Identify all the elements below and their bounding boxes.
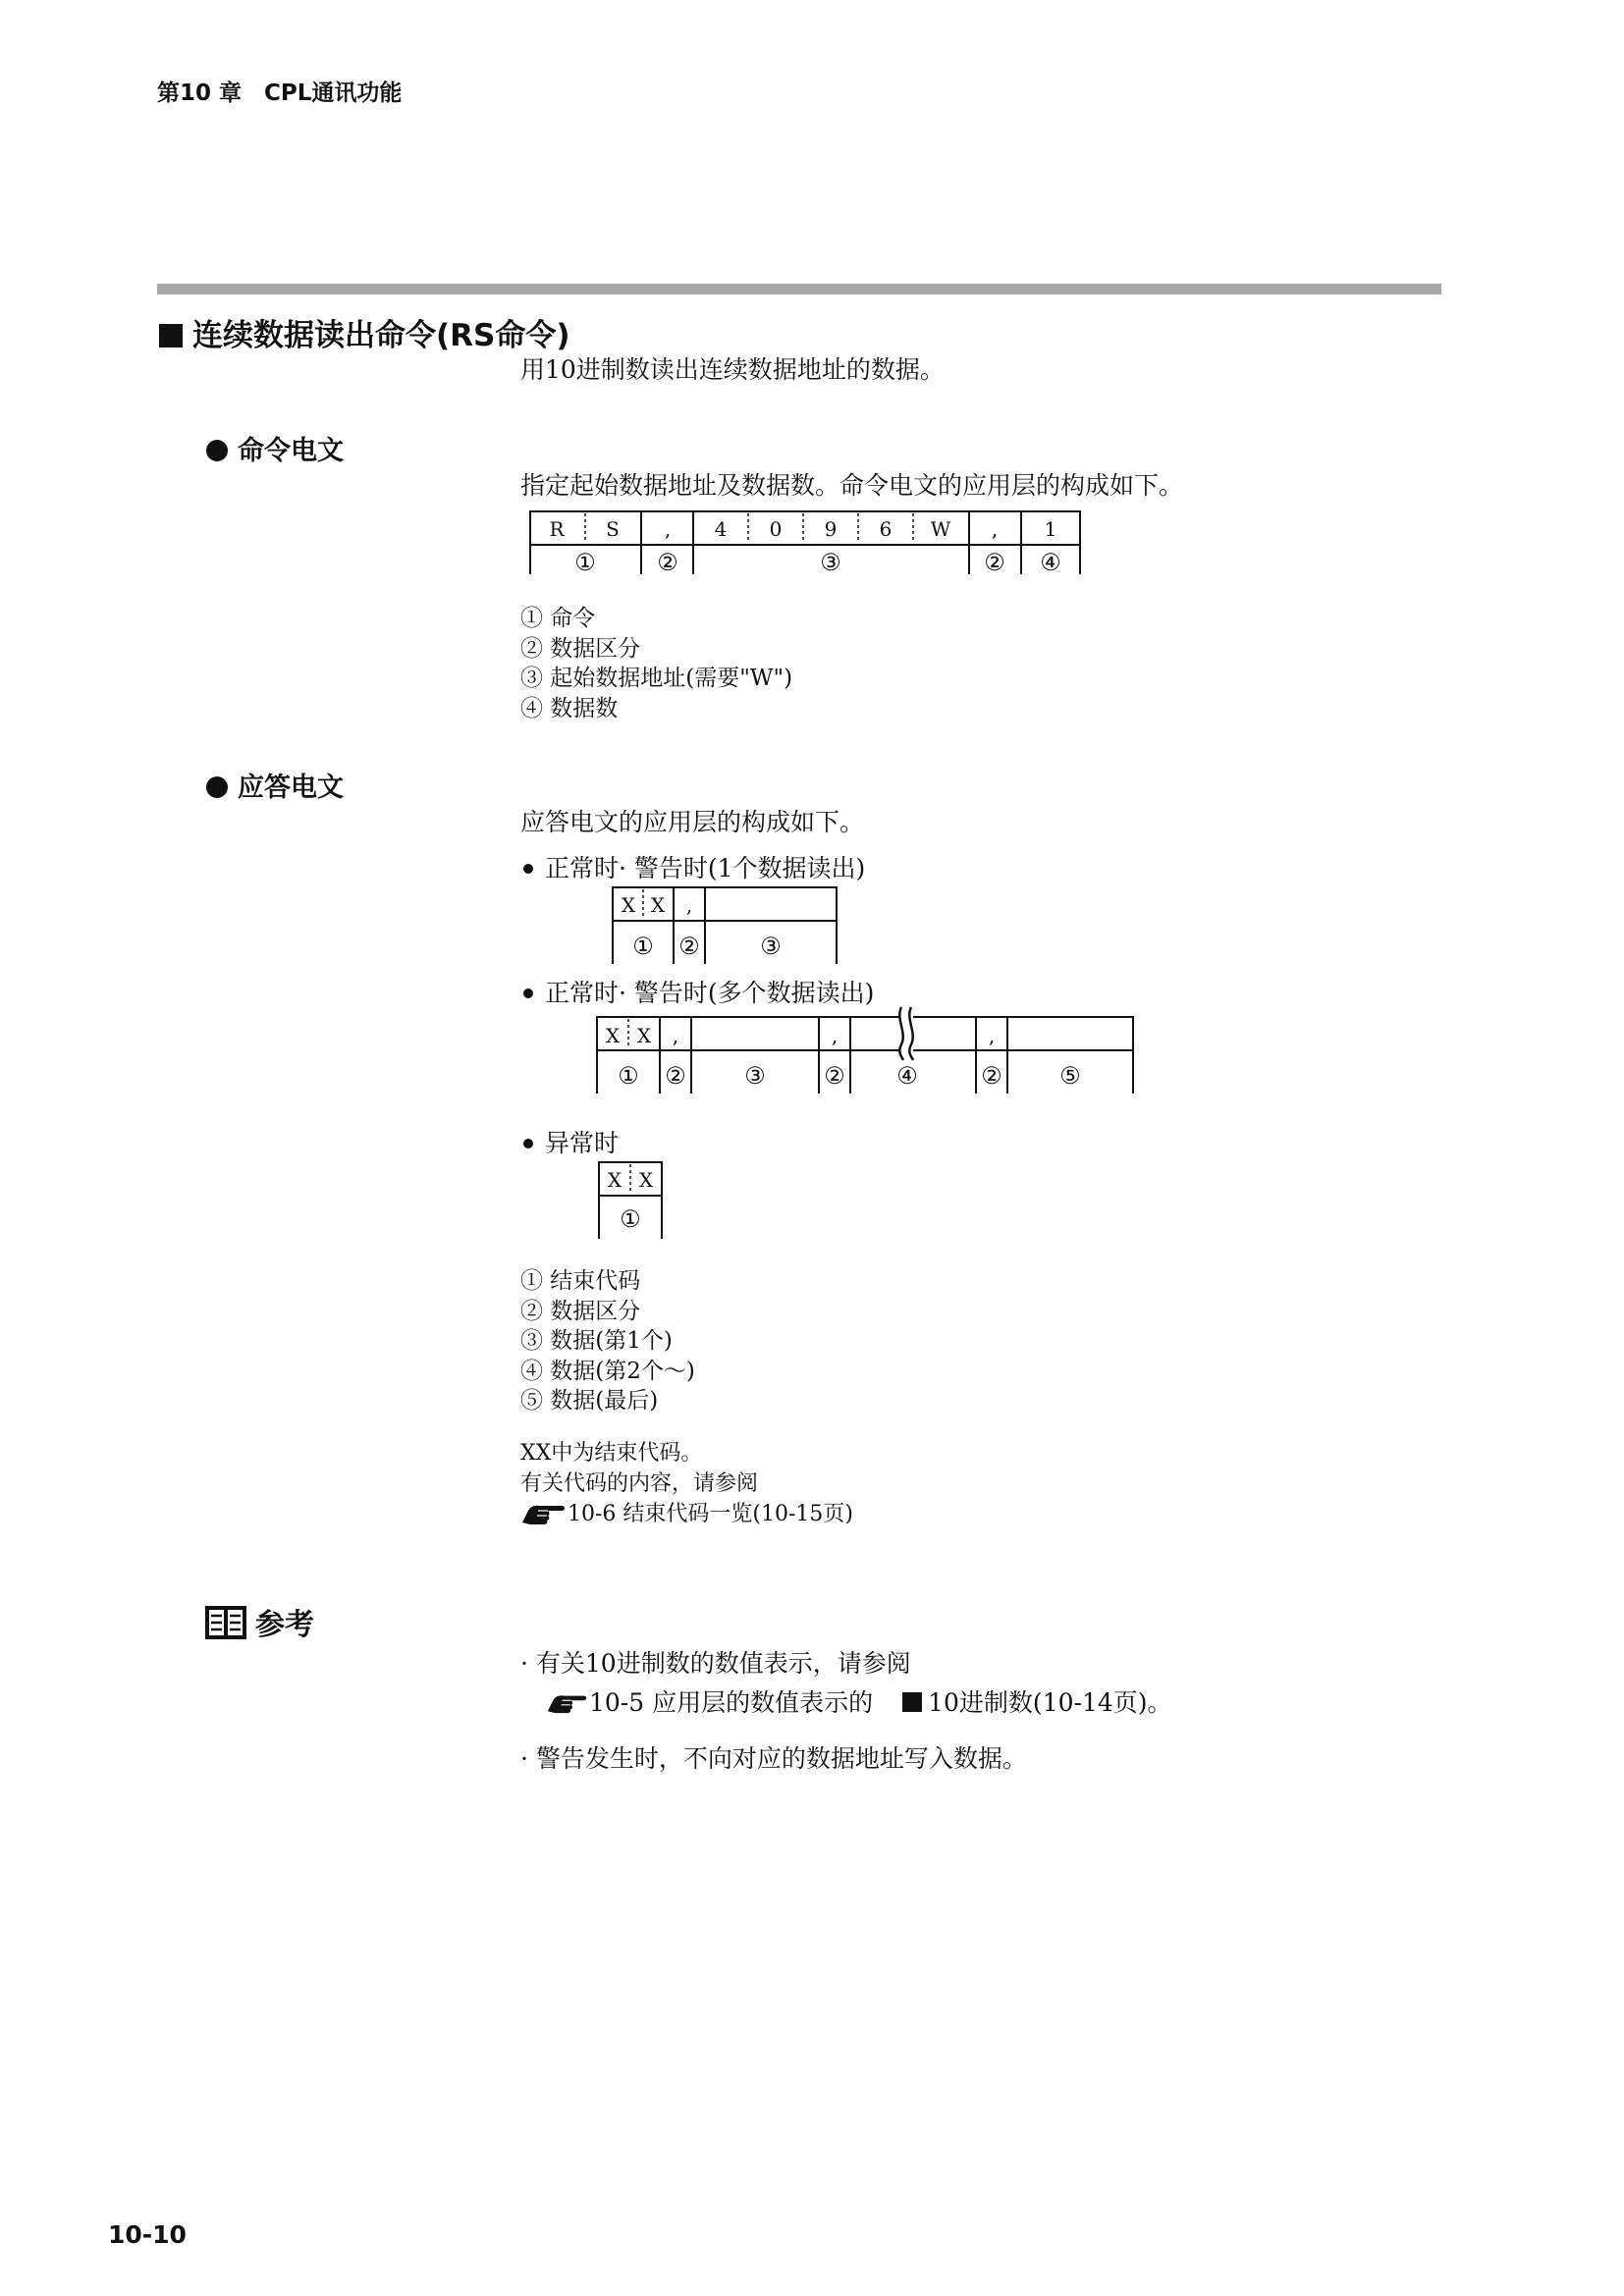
frame-char: ,	[831, 1024, 839, 1047]
command-heading: 命令电文	[206, 429, 344, 467]
frame-label: ③	[744, 1062, 766, 1090]
break-mark	[899, 1009, 913, 1058]
frame-label: ④	[896, 1062, 918, 1090]
chapter-header: 第10 章 CPL通讯功能	[157, 80, 403, 106]
legend-item: ② 数据区分	[520, 1298, 641, 1324]
frame-char: 6	[879, 517, 893, 541]
frame-char: X	[607, 1168, 623, 1192]
response-single-diagram	[607, 883, 842, 968]
frame-label: ②	[657, 549, 678, 576]
reference-heading: 参考	[204, 1600, 314, 1643]
frame-char: ,	[988, 1024, 996, 1047]
frame-char: 1	[1044, 517, 1057, 541]
legend-item: ① 命令	[520, 606, 596, 631]
legend-item: ① 结束代码	[520, 1268, 641, 1294]
frame-char: W	[930, 517, 951, 541]
legend-item: ③ 数据(第1个)	[520, 1328, 673, 1354]
response-error-diagram	[593, 1158, 672, 1243]
frame-label: ④	[1040, 549, 1061, 576]
frame-char: R	[549, 517, 565, 541]
frame-char: 0	[769, 517, 783, 541]
frame-char: X	[621, 893, 636, 917]
frame-char: ,	[991, 517, 999, 541]
frame-label: ②	[678, 933, 700, 960]
frame-char: ,	[685, 893, 693, 917]
frame-char: ,	[672, 1024, 679, 1047]
legend-item: ③ 起始数据地址(需要"W")	[520, 666, 793, 691]
frame-char: X	[636, 1024, 652, 1047]
pointing-hand-icon	[520, 1501, 568, 1526]
frame-char: ,	[664, 517, 672, 541]
command-desc: 指定起始数据地址及数据数。命令电文的应用层的构成如下。	[520, 471, 1184, 500]
section-intro: 用10进制数读出连续数据地址的数据。	[520, 355, 945, 384]
section-divider	[157, 284, 1441, 294]
frame-char: X	[638, 1168, 654, 1192]
frame-char: X	[650, 893, 666, 917]
square-bullet-icon	[902, 1692, 922, 1712]
frame-label: ①	[574, 549, 596, 576]
frame-label: ②	[984, 549, 1005, 576]
response-legend	[520, 1266, 695, 1416]
frame-char: 4	[714, 517, 728, 541]
book-icon	[204, 1605, 247, 1640]
frame-char: S	[606, 517, 620, 541]
frame-char: 9	[824, 517, 838, 541]
reference-item-1-link[interactable]: 10-5 应用层的数值表示的 10进制数(10-14页)。	[546, 1683, 1172, 1719]
reference-item-1: · 有关10进制数的数值表示，请参阅	[520, 1649, 911, 1678]
legend-item: ② 数据区分	[520, 635, 641, 662]
reference-item-2: · 警告发生时，不向对应的数据地址写入数据。	[520, 1744, 1027, 1773]
case-error: 异常时	[523, 1124, 619, 1159]
circle-bullet-icon	[206, 440, 228, 461]
frame-label: ②	[665, 1062, 686, 1090]
command-frame-diagram	[520, 506, 1090, 584]
frame-label: ①	[618, 1062, 639, 1090]
section-title: 连续数据读出命令(RS命令)	[159, 310, 570, 354]
note-text: XX中为结束代码。	[520, 1441, 703, 1466]
frame-label: ③	[820, 549, 841, 576]
response-desc: 应答电文的应用层的构成如下。	[520, 808, 865, 836]
square-bullet-icon	[159, 324, 183, 347]
response-multi-diagram	[591, 1003, 1141, 1097]
legend-item: ⑤ 数据(最后)	[520, 1388, 659, 1414]
frame-label: ①	[632, 933, 654, 960]
pointing-hand-icon	[546, 1690, 589, 1716]
legend-item: ④ 数据数	[520, 695, 619, 721]
case-normal-single: 正常时· 警告时(1个数据读出)	[523, 849, 865, 884]
response-notes	[520, 1438, 853, 1529]
frame-label: ②	[981, 1062, 1002, 1090]
response-heading: 应答电文	[206, 766, 344, 804]
frame-label: ⑤	[1059, 1062, 1081, 1090]
frame-label: ②	[824, 1062, 845, 1090]
note-reference: 10-6 结束代码一览(10-15页)	[520, 1499, 853, 1529]
page-number: 10-10	[108, 2220, 187, 2249]
legend-item: ④ 数据(第2个～)	[520, 1358, 695, 1384]
case-normal-multi: 正常时· 警告时(多个数据读出)	[523, 974, 874, 1009]
circle-bullet-icon	[206, 776, 228, 798]
command-legend	[520, 604, 792, 723]
frame-label: ③	[760, 933, 782, 960]
frame-label: ①	[620, 1205, 641, 1233]
frame-char: X	[605, 1024, 621, 1047]
note-text: 有关代码的内容，请参阅	[520, 1471, 759, 1496]
